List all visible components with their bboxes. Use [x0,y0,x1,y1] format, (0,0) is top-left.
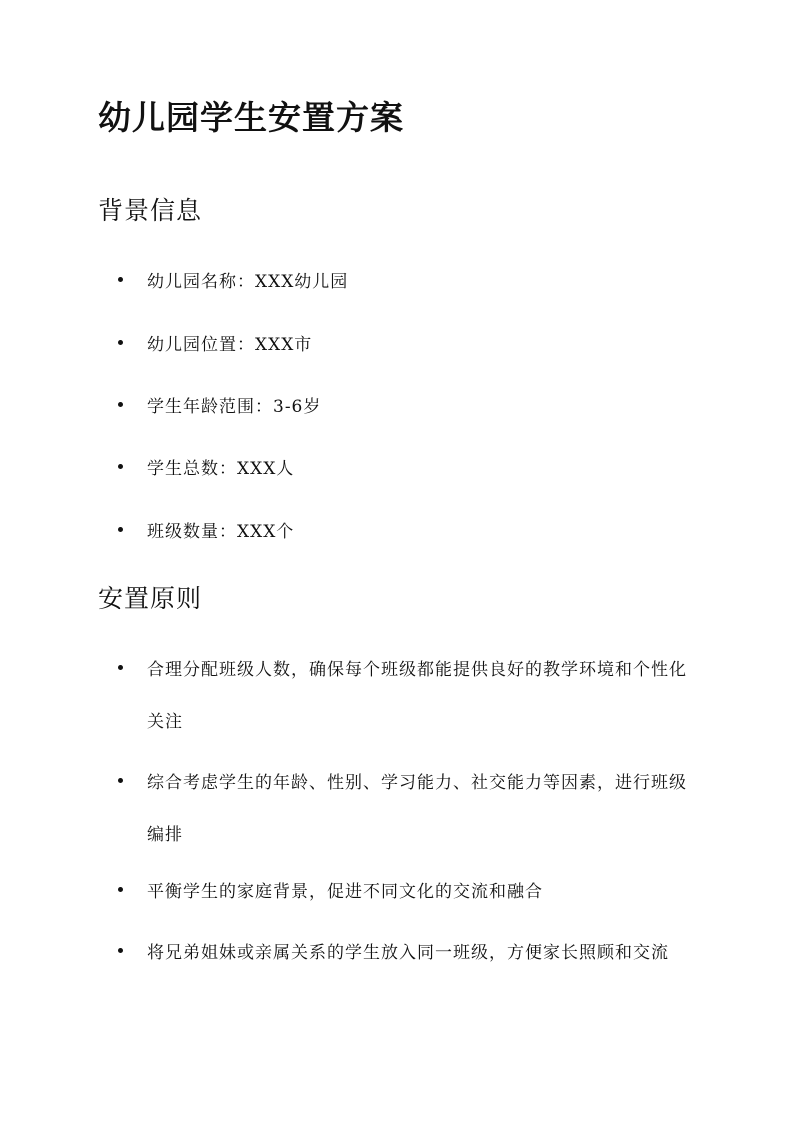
list-item [118,506,698,558]
document-title: 幼儿园学生安置方案 [98,98,404,137]
bullet-icon [118,340,123,345]
bullet-icon [118,948,123,953]
list-item [118,927,698,979]
list-item [118,381,698,433]
list-item-text: 幼儿园名称：XXX幼儿园 [147,272,349,292]
list-item-text: 合理分配班级人数，确保每个班级都能提供良好的教学环境和个性化关注 [147,660,687,732]
bullet-icon [118,402,123,407]
bullet-icon [118,887,123,892]
list-item-text: 学生总数：XXX人 [147,459,295,479]
list-item-text: 平衡学生的家庭背景，促进不同文化的交流和融合 [147,882,543,902]
list-item [118,443,698,495]
list-item [118,866,698,918]
list-item [118,319,698,371]
list-item [118,644,698,748]
bullet-icon [118,665,123,670]
list-item-text: 幼儿园位置：XXX市 [147,335,313,355]
bullet-icon [118,464,123,469]
list-item-text: 将兄弟姐妹或亲属关系的学生放入同一班级，方便家长照顾和交流 [147,943,669,963]
list-item-text: 学生年龄范围：3-6岁 [147,397,322,417]
list-item [118,757,698,861]
list-item [118,256,698,308]
bullet-icon [118,778,123,783]
list-item-text: 综合考虑学生的年龄、性别、学习能力、社交能力等因素，进行班级编排 [147,773,687,845]
section-heading-principles: 安置原则 [98,584,203,613]
bullet-icon [118,527,123,532]
section-heading-background: 背景信息 [98,196,203,225]
bullet-icon [118,277,123,282]
list-item-text: 班级数量：XXX个 [147,522,295,542]
